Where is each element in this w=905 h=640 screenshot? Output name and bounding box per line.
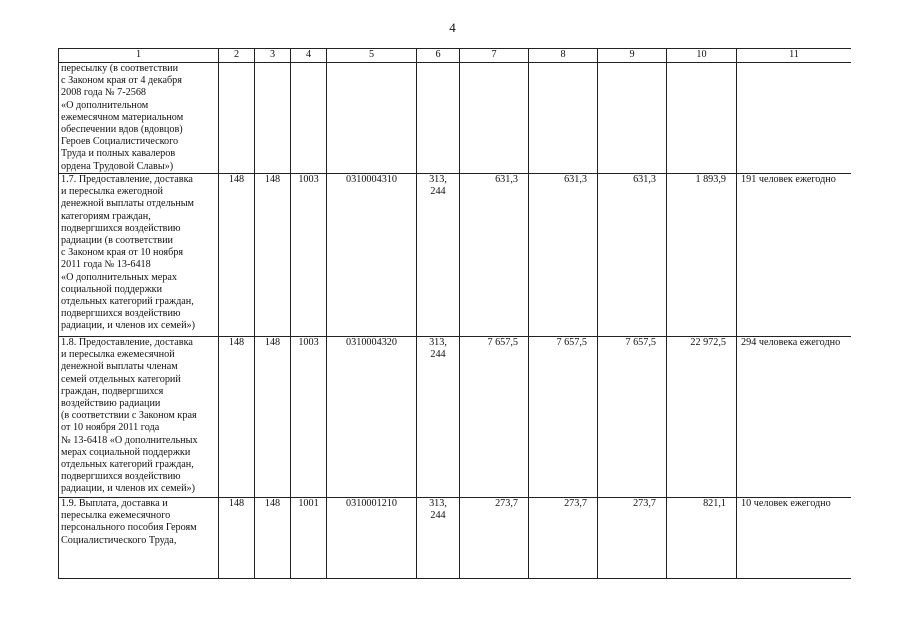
cell-col6: 313, 244: [417, 337, 460, 498]
cell-col7: 631,3: [460, 174, 529, 337]
cell-col11: 10 человек ежегодно: [737, 498, 852, 579]
cell-col7: 273,7: [460, 498, 529, 579]
cell-col8: 273,7: [529, 498, 598, 579]
cell-col2: 148: [219, 174, 255, 337]
table-row-1-9: [59, 498, 852, 579]
row-name: 1.8. Предоставление, доставка и пересылка ежемесячной денежной выплаты членам семей отдельных категорий граждан, подвергшихся воздействию радиации (в соответствии с Законом края от 10 ноября 2011 года № 13-6418 «О дополнительных мерах социальной поддержки отдельных категорий граждан, подвергшихся воздействию радиации, и членов их семей»): [59, 337, 219, 498]
column-header-11: 11: [737, 49, 852, 63]
cell-col9: 631,3: [598, 174, 667, 337]
cell-col6: 313, 244: [417, 174, 460, 337]
column-header-9: 9: [598, 49, 667, 63]
cell-col7: [460, 63, 529, 174]
cell-col3: 148: [255, 174, 291, 337]
table-row-continuation: [59, 63, 852, 174]
cell-col3: 148: [255, 337, 291, 498]
cell-col11: 294 человека ежегодно: [737, 337, 852, 498]
row-name: пересылку (в соответствии с Законом края от 4 декабря 2008 года № 7-2568 «О дополнительном ежемесячном материальном обеспечении вдов (вдовцов) Героев Социалистического Труда и полных кавалеров ордена Трудовой Славы»): [59, 63, 219, 174]
cell-col8: [529, 63, 598, 174]
cell-col11: [737, 63, 852, 174]
table-container: [58, 48, 851, 640]
cell-col4: 1003: [291, 337, 327, 498]
cell-col10: [667, 63, 737, 174]
cell-col4: 1003: [291, 174, 327, 337]
cell-col8: 7 657,5: [529, 337, 598, 498]
cell-col5: 0310004320: [327, 337, 417, 498]
row-name: 1.7. Предоставление, доставка и пересылка ежегодной денежной выплаты отдельным категориям граждан, подвергшихся воздействию радиации (в соответствии с Законом края от 10 ноября 2011 года № 13-6418 «О дополнительных мерах социальной поддержки отдельных категорий граждан, подвергшихся воздействию радиации, и членов их семей»): [59, 174, 219, 337]
cell-col4: 1001: [291, 498, 327, 579]
cell-col5: [327, 63, 417, 174]
cell-col6: 313, 244: [417, 498, 460, 579]
cell-col9: 273,7: [598, 498, 667, 579]
column-header-4: 4: [291, 49, 327, 63]
column-header-6: 6: [417, 49, 460, 63]
cell-col4: [291, 63, 327, 174]
budget-table: [58, 48, 851, 579]
cell-col5: 0310004310: [327, 174, 417, 337]
cell-col10: 1 893,9: [667, 174, 737, 337]
cell-col9: [598, 63, 667, 174]
cell-col10: 22 972,5: [667, 337, 737, 498]
table-row-1-8: [59, 337, 852, 498]
cell-col11: 191 человек ежегодно: [737, 174, 852, 337]
column-header-5: 5: [327, 49, 417, 63]
column-header-3: 3: [255, 49, 291, 63]
column-header-10: 10: [667, 49, 737, 63]
column-header-1: 1: [59, 49, 219, 63]
cell-col10: 821,1: [667, 498, 737, 579]
header-row: [59, 49, 852, 63]
table-row-1-7: [59, 174, 852, 337]
row-name: 1.9. Выплата, доставка и пересылка ежемесячного персонального пособия Героям Социалистического Труда,: [59, 498, 219, 579]
cell-col2: 148: [219, 337, 255, 498]
cell-col2: [219, 63, 255, 174]
cell-col8: 631,3: [529, 174, 598, 337]
cell-col7: 7 657,5: [460, 337, 529, 498]
page-number: 4: [449, 20, 456, 35]
cell-col3: 148: [255, 498, 291, 579]
column-header-7: 7: [460, 49, 529, 63]
column-header-8: 8: [529, 49, 598, 63]
cell-col2: 148: [219, 498, 255, 579]
cell-col9: 7 657,5: [598, 337, 667, 498]
cell-col6: [417, 63, 460, 174]
column-header-2: 2: [219, 49, 255, 63]
cell-col5: 0310001210: [327, 498, 417, 579]
cell-col3: [255, 63, 291, 174]
